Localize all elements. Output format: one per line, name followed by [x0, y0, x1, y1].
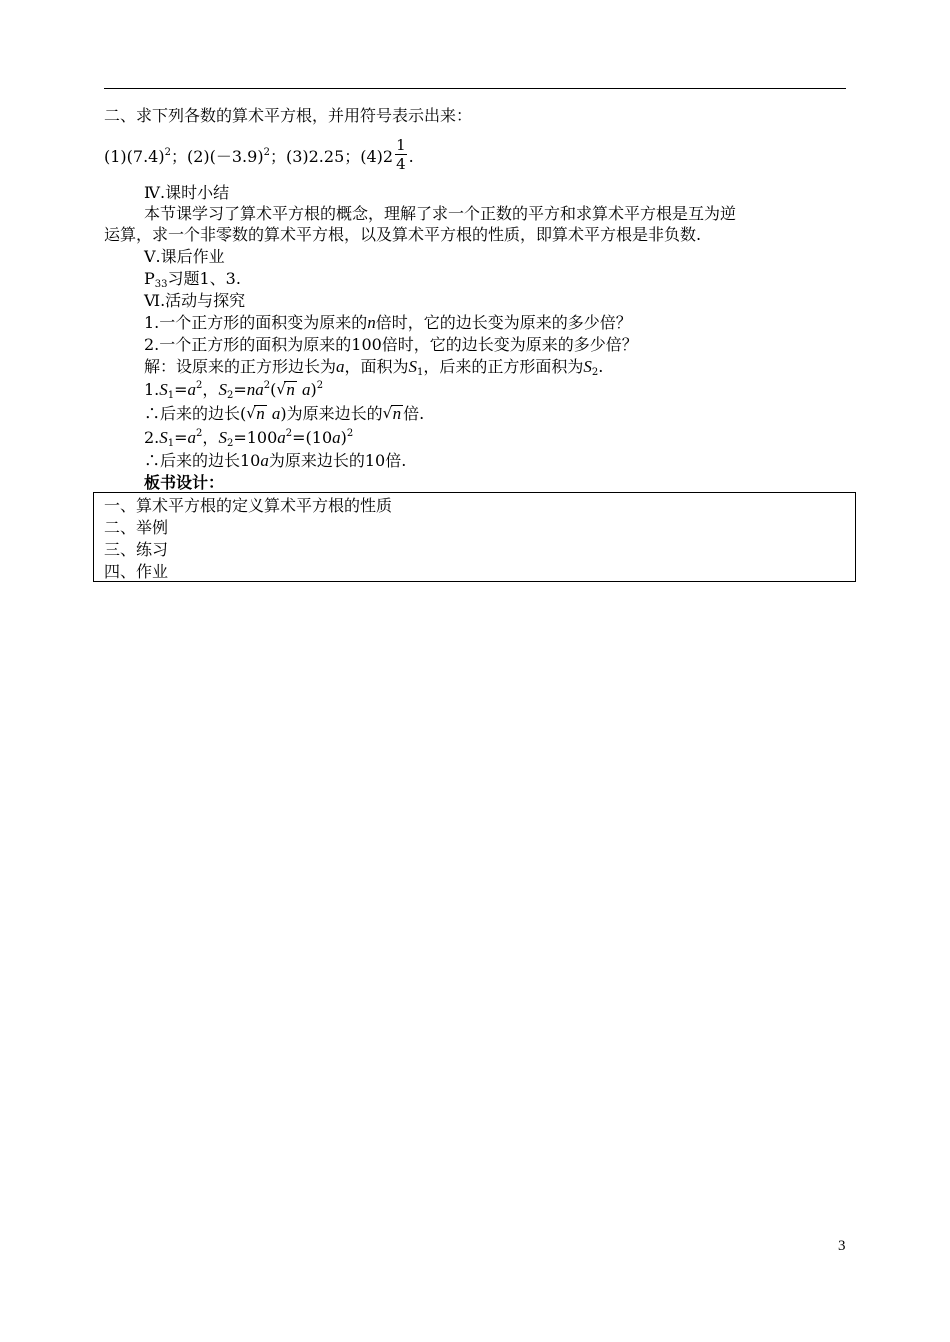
fraction-one-quarter: $\frac{1}{4}$ — [396, 136, 406, 173]
question-1: 1.一个正方形的面积变为原来的n倍时，它的边长变为原来的多少倍？ — [144, 313, 632, 332]
answer-2-equation: $2.S_1=a^2$，$S_2=100a^2=(10a)^2$ — [144, 428, 354, 449]
sqrt-n: √ n — [246, 404, 265, 423]
summary-title: Ⅳ.课时小结 — [144, 183, 230, 202]
problem-list: $(1)(7.4)^2$；$(2)(-3.9)^2$；(3)2.25；(4)2 $\frac{1}{4}$ . — [104, 136, 414, 173]
section-2-title: 二、求下列各数的算术平方根，并用符号表示出来： — [104, 106, 473, 125]
homework-title: Ⅴ.课后作业 — [144, 247, 225, 266]
board-item: 一、算术平方根的定义算术平方根的性质 — [104, 496, 393, 515]
sqrt-n: √ n — [382, 404, 402, 423]
conclusion-1: ∴后来的边长( √ n a)为原来边长的 √ n 倍. — [144, 404, 425, 423]
board-design-title: 板书设计： — [144, 473, 225, 492]
board-item: 三、练习 — [104, 540, 169, 559]
sqrt-n: √ n — [276, 380, 295, 399]
solution-setup: 解：设原来的正方形边长为a，面积为$S_1$，后来的正方形面积为$S_2$. — [144, 357, 604, 378]
board-item: 四、作业 — [104, 562, 169, 581]
answer-1-equation: $1.S_1=a^2$，$S_2=na^2$( √ n a)$^2$ — [144, 380, 324, 401]
radical-sign: √ — [246, 404, 256, 422]
board-item: 二、举例 — [104, 518, 169, 537]
homework-text: $P_{33}$习题1、3. — [144, 269, 241, 290]
summary-line-2: 运算，求一个非零数的算术平方根，以及算术平方根的性质，即算术平方根是非负数. — [104, 225, 702, 244]
explore-title: Ⅵ.活动与探究 — [144, 291, 246, 310]
conclusion-2: ∴后来的边长10a为原来边长的10倍. — [144, 451, 407, 470]
page-number: 3 — [838, 1238, 846, 1254]
summary-line-1: 本节课学习了算术平方根的概念，理解了求一个正数的平方和求算术平方根是互为逆 — [144, 204, 737, 223]
board-design-box — [93, 492, 856, 582]
header-rule — [104, 88, 846, 89]
radical-sign: √ — [276, 380, 286, 398]
question-2: 2.一个正方形的面积为原来的100倍时，它的边长变为原来的多少倍？ — [144, 335, 638, 354]
radical-sign: √ — [382, 404, 393, 422]
